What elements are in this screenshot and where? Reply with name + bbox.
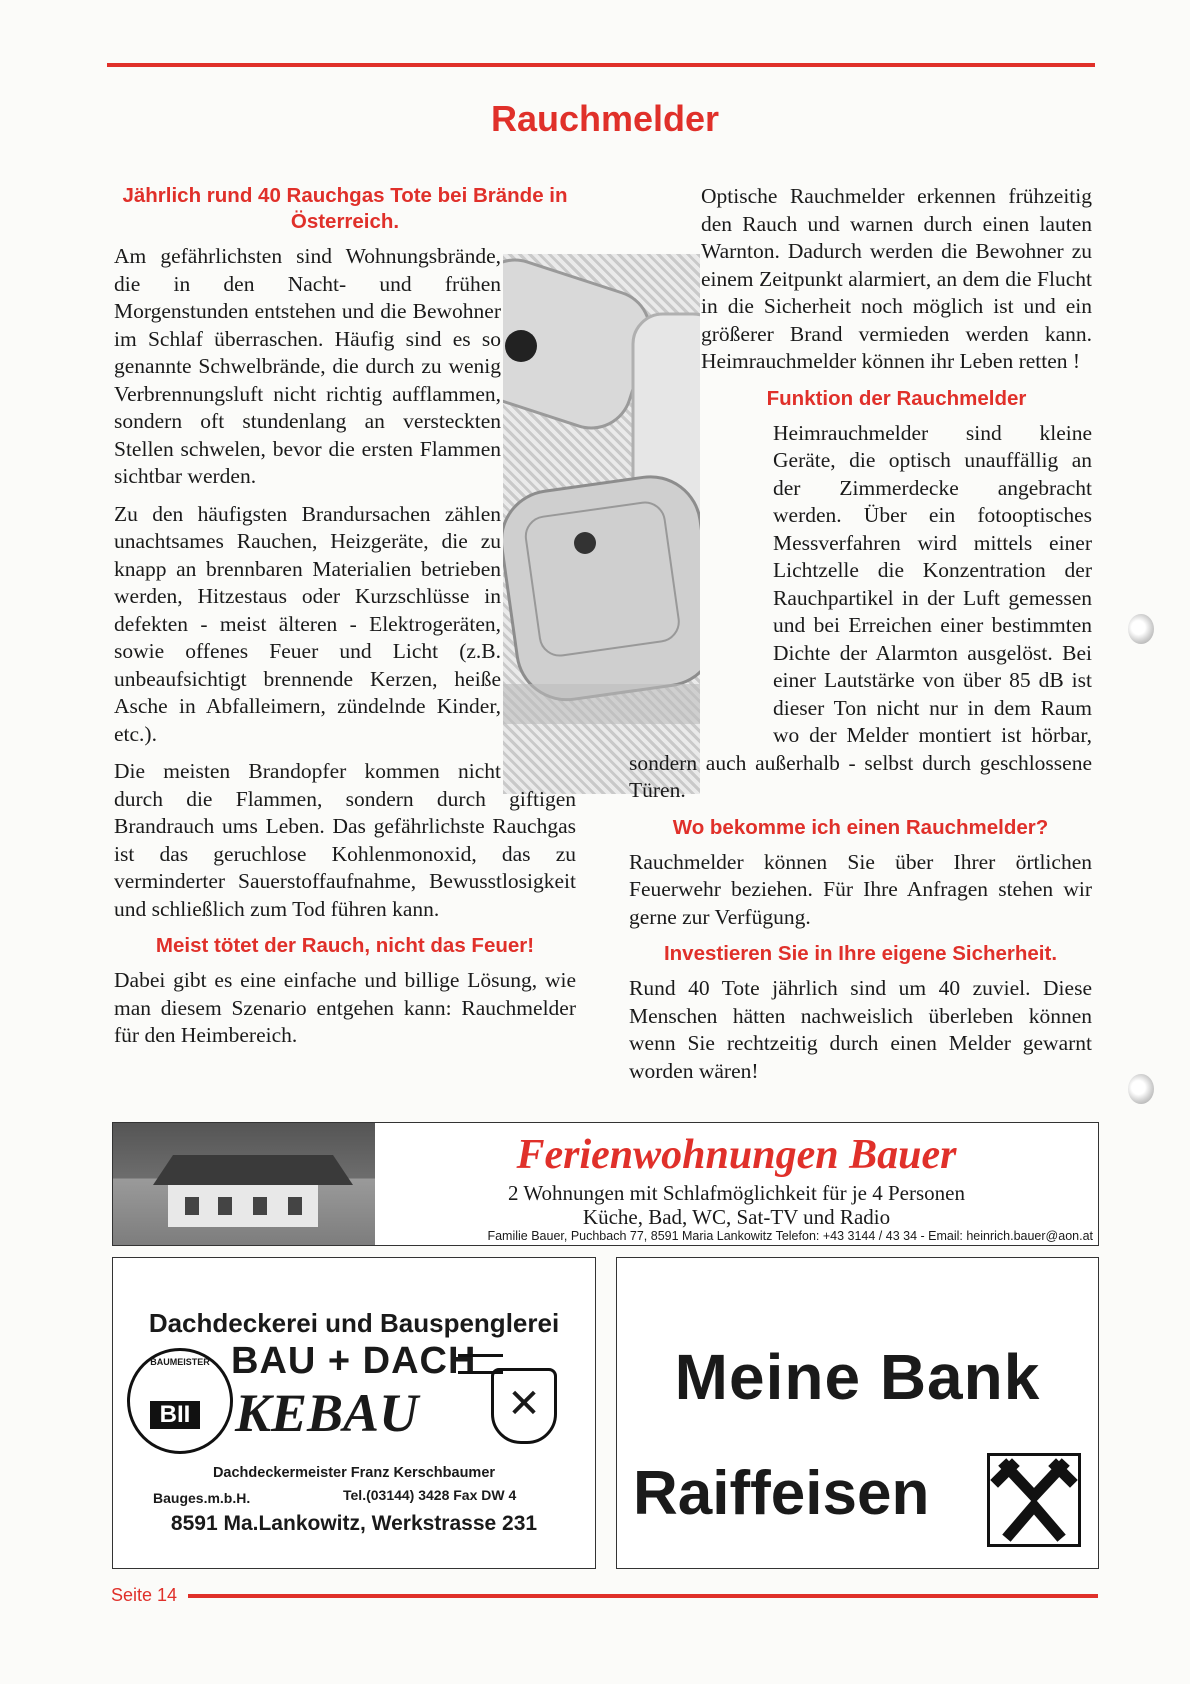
ad-ferien-line1: 2 Wohnungen mit Schlafmöglichkeit für je 4 Personen	[508, 1181, 965, 1205]
ad-kebau-line1: Dachdeckerei und Bauspenglerei	[148, 1308, 560, 1338]
heading-smoke-kills: Meist tötet der Rauch, nicht das Feuer!	[155, 934, 535, 957]
paragraph-causes: Zu den häufigsten Brandursachen zählen unachtsames Rauchen, Heizgeräte, die zu knapp an brennbaren Materialien betrieben werden, Hitzestaus oder Kurzschlüsse in defekten - meist älteren - Elektrogeräten, sowie offenes Feuer und Licht (z.B. unbeaufsichtigt brennende Kerzen, heiße Asche in Abfalleimern, zündelnde Kinder, etc.).	[114, 501, 501, 746]
punch-hole-icon	[1128, 1074, 1154, 1104]
left-column	[114, 183, 576, 1060]
top-rule	[107, 63, 1095, 67]
footer-rule	[188, 1594, 1098, 1598]
paragraph-function: Heimrauchmelder sind kleine Geräte, die optisch unauffällig an der Zimmerdecke angebracht werden. Über ein fotooptisches Messverfahren wird mittels einer Lichtzelle die Konzentration der Rauchpartikel in der Luft gemessen und bei Erreichen einer bestimmten Dichte der Alarmton ausgelöst. Bei einer Lautstärke von über 85 dB ist dieser Ton nicht nur in dem Raum wo der Melder montiert ist hörbar, sondern auch außerhalb - selbst durch geschlossene Türen.	[629, 420, 1092, 802]
paragraph-dangers: Am gefährlichsten sind Wohnungsbrände, die in den Nacht- und frühen Morgenstunden entstehen und die Bewohner im Schlaf überraschen. Häufig sind es so genannte Schwelbrände, die durch zu wenig Verbrennungsluft nicht richtig aufflammen, sondern oft stundenlang an versteckten Stellen schwelen, bevor die ersten Flammen sichtbar werden.	[114, 244, 501, 488]
ad-kebau-company: Bauges.m.b.H.	[153, 1490, 251, 1506]
ad-kebau-brand: KEBAU	[235, 1383, 419, 1443]
ad-ferien-contact: Familie Bauer, Puchbach 77, 8591 Maria Lankowitz Telefon: +43 3144 / 43 34 - Email: heinrich.bauer@aon.at	[487, 1229, 1093, 1243]
page-title: Rauchmelder	[490, 98, 720, 139]
heading-invest: Investieren Sie in Ihre eigene Sicherheit.	[663, 942, 1058, 965]
heading-deaths: Jährlich rund 40 Rauchgas Tote bei Brände in Österreich.	[122, 184, 568, 233]
punch-hole-icon	[1128, 614, 1154, 644]
ad-kebau-phone: Tel.(03144) 3428 Fax DW 4	[343, 1487, 517, 1503]
roofer-tools-icon: ✕	[491, 1368, 557, 1444]
page-number: Seite 14	[111, 1585, 178, 1605]
paragraph-victims: Die meisten Brandopfer kommen nicht durch die Flammen, sondern durch giftigen Brandrauch ums Leben. Das gefährlichste Rauchgas ist das geruchlose Kohlenmonoxid, das zu verminderter Sauerstoffaufnahme, Bewusstlosigkeit und schließlich zum Tod führen kann.	[114, 759, 576, 921]
heading-where: Wo bekomme ich einen Rauchmelder?	[672, 815, 1049, 839]
ad-kebau-master: Dachdeckermeister Franz Kerschbaumer	[212, 1465, 496, 1481]
ad-kebau-line2: BAU + DACH	[231, 1340, 477, 1382]
ad-ferien-name: Ferienwohnungen Bauer	[516, 1132, 957, 1178]
ad-ferien-line2: Küche, Bad, WC, Sat-TV und Radio	[582, 1205, 891, 1229]
ad-bank-line1: Meine Bank	[674, 1341, 1041, 1413]
ad-kebau-address: 8591 Ma.Lankowitz, Werkstrasse 231	[170, 1512, 538, 1535]
heading-function: Funktion der Rauchmelder	[766, 386, 1027, 410]
paragraph-solution: Dabei gibt es eine einfache und billige Lösung, wie man diesem Szenario entgehen kann: Rauchmelder für den Heimbereich.	[114, 968, 576, 1047]
ad-bank-line2: Raiffeisen	[633, 1459, 930, 1528]
ad-raiffeisen	[616, 1257, 1099, 1569]
right-column	[629, 183, 1092, 1095]
ad-kebau	[112, 1257, 596, 1569]
raiffeisen-gable-cross-icon	[987, 1453, 1081, 1547]
ad-ferienwohnungen	[112, 1122, 1099, 1246]
baumeister-seal-icon: BAUMEISTER BII	[127, 1348, 233, 1454]
paragraph-invest: Rund 40 Tote jährlich sind um 40 zuviel. Diese Menschen hätten nachweislich überleben können wenn Sie rechtzeitig durch einen Melder gewarnt worden wären!	[629, 976, 1092, 1083]
baumeister-seal-text: BAUMEISTER	[150, 1357, 210, 1367]
house-photo	[113, 1123, 375, 1245]
paragraph-where: Rauchmelder können Sie über Ihrer örtlichen Feuerwehr beziehen. Für Ihre Anfragen stehen wir gerne zur Verfügung.	[629, 849, 1092, 929]
paragraph-optical: Optische Rauchmelder erkennen frühzeitig den Rauch und warnen durch einen lauten Warnton. Dadurch werden die Bewohner zu einem Zeitpunkt alarmiert, an dem die Flucht in die Sicherheit noch möglich ist und ein größerer Brand vermieden werden kann. Heimrauchmelder können ihr Leben retten !	[701, 184, 1092, 373]
